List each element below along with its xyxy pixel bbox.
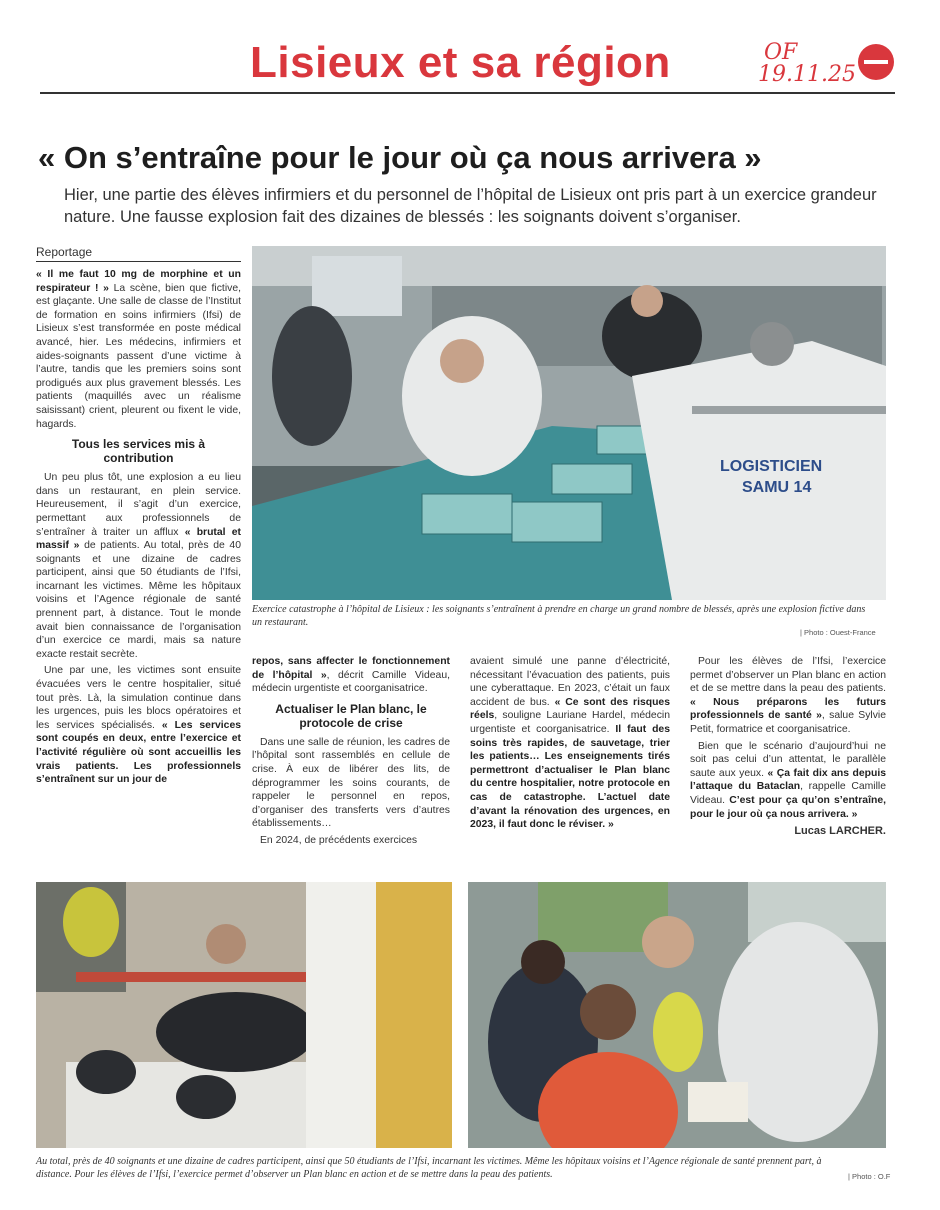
header-rule [40, 92, 895, 94]
article-signature: Lucas LARCHER. [794, 825, 886, 838]
handwritten-date: 19.11.25 [758, 62, 856, 87]
handwritten-date-note [758, 42, 868, 86]
bottom-photos-credit: | Photo : O.F [848, 1172, 891, 1181]
photo-classroom-exercise [252, 246, 886, 600]
paragraph: Dans une salle de réunion, les cadres de l’hôpital sont rassemblés en cellule de crise. À eux de libérer des lits, de déprogrammer les soins courants, de rappeler le personnel en repos, d’organiser des transferts vers d’autres établissements… [252, 736, 450, 830]
vest-text-line2: SAMU 14 [742, 479, 812, 496]
photo-care-team [468, 882, 886, 1148]
paragraph: avaient simulé une panne d’électricité, nécessitant l’évacuation des patients, puis une cyberattaque. En 2023, c’était un faux accident de bus. « Ce sont des risques réels, souligne Lauriane Hardel, médecin urgentiste et coorganisatrice. Il faut des soins très rapides, de sauvetage, trier les patients… Les enseignements tirés permettront d’actualiser le Plan blanc du centre hospitalier, notre protocole en cas de catastrophe. L’actuel date d’avant la rénovation des urgences, en 2023, il faut donc le réviser. » [470, 656, 670, 831]
intertitle: Actualiser le Plan blanc, le protocole de crise [275, 701, 427, 730]
article-chapeau: Hier, une partie des élèves infirmiers et du personnel de l’hôpital de Lisieux ont pris part à un exercice grandeur nature. Une fausse explosion fait des dizaines de blessés : les soignants doivent s’organiser. [64, 186, 877, 226]
main-photo-credit: | Photo : Ouest-France [800, 628, 876, 637]
paragraph: Un peu plus tôt, une explosion a eu lieu dans un restaurant, en plein service. Heureusement, il s’agit d’un exercice, permettant aux professionnels de s’entraîner à traiter un afflux « brutal et massif » de patients. Au total, près de 40 soignants et une dizaine de cadres participent, ainsi que 50 étudiants de l’Ifsi, incarnant les victimes. Même les hôpitaux voisins et l’Agence régionale de santé prennent part, à distance. Tout le monde avait bien connaissance de l’organisation d’un exercice ce mardi, mais sa nature exacte restait secrète. [36, 472, 242, 660]
paragraph: Une par une, les victimes sont ensuite évacuées vers le centre hospitalier, situé tout près. Là, la simulation continue dans les urgences, puis les blocs opératoires et les services spécialisés. « Les services sont coupés en deux, entre l’exercice et l’activité régulière où sont accueillis les vrais patients. Les professionnels s’entraînent sur un jour de [36, 665, 242, 786]
paragraph: repos, sans affecter le fonctionnement de l’hôpital », décrit Camille Videau, médecin urgentiste et coorganisatrice. [252, 656, 450, 695]
article-column-3 [470, 655, 670, 835]
article-kicker: Reportage [36, 245, 241, 262]
paragraph: « Il me faut 10 mg de morphine et un respirateur ! » La scène, bien que fictive, est glaçante. Une salle de classe de l’Institut de formation en soins infirmiers (Ifsi) de Lisieux s’est transformée en poste médical avancé, hier. Les médecins, infirmiers et aides-soignants passent d’une victime à l’autre, tandis que les premiers soins sont prodigués aux plus gravement blessés. Les patients (maquillés avec un réalisme saisissant) crient, pleurent ou fixent le vide, hagards. [36, 269, 241, 430]
article-column-4 [690, 655, 886, 839]
section-title: Lisieux et sa région [250, 38, 671, 87]
bottom-right-photo [468, 882, 886, 1148]
handwritten-source: OF [764, 40, 798, 65]
article-column-1 [36, 268, 241, 790]
paragraph: Bien que le scénario d’aujourd’hui ne soit pas celui d’un attentat, le parallèle saute aux yeux. « Ça fait dix ans depuis l’attaque du Bataclan, rappelle Camille Videau. C’est pour ça qu’on s’entraîne, pour le jour où ça nous arrivera. » [690, 740, 886, 820]
main-photo-caption: Exercice catastrophe à l’hôpital de Lisieux : les soignants s’entraînent à prendre en charge un grand nombre de blessés, après une explosion fictive dans un restaurant. [252, 604, 866, 628]
bottom-left-photo [36, 882, 452, 1148]
ouest-france-logo [858, 44, 894, 80]
vest-text-line1: LOGISTICIEN [720, 458, 823, 475]
article-column-2 [252, 655, 450, 851]
photo-victim-on-stretcher [36, 882, 452, 1148]
main-photo [252, 246, 886, 600]
bottom-photos-caption: Au total, près de 40 soignants et une dizaine de cadres participent, ainsi que 50 étudiants de l’Ifsi, incarnant les victimes. Même les hôpitaux voisins et l’Agence régionale de santé prennent part, à distance. Pour les élèves de l’Ifsi, l’exercice permet d’observer un Plan blanc en action et de se mettre dans la peau des patients. [36, 1156, 822, 1180]
intertitle: Tous les services mis à contribution [71, 437, 206, 466]
article-headline: « On s’entraîne pour le jour où ça nous arrivera » [38, 140, 762, 175]
paragraph: Pour les élèves de l’Ifsi, l’exercice permet d’observer un Plan blanc en action et de se mettre dans la peau des patients. « Nous préparons les futurs professionnels de santé », salue Sylvie Petit, formatrice et coorganisatrice. [690, 656, 887, 735]
paragraph: En 2024, de précédents exercices [260, 834, 418, 846]
